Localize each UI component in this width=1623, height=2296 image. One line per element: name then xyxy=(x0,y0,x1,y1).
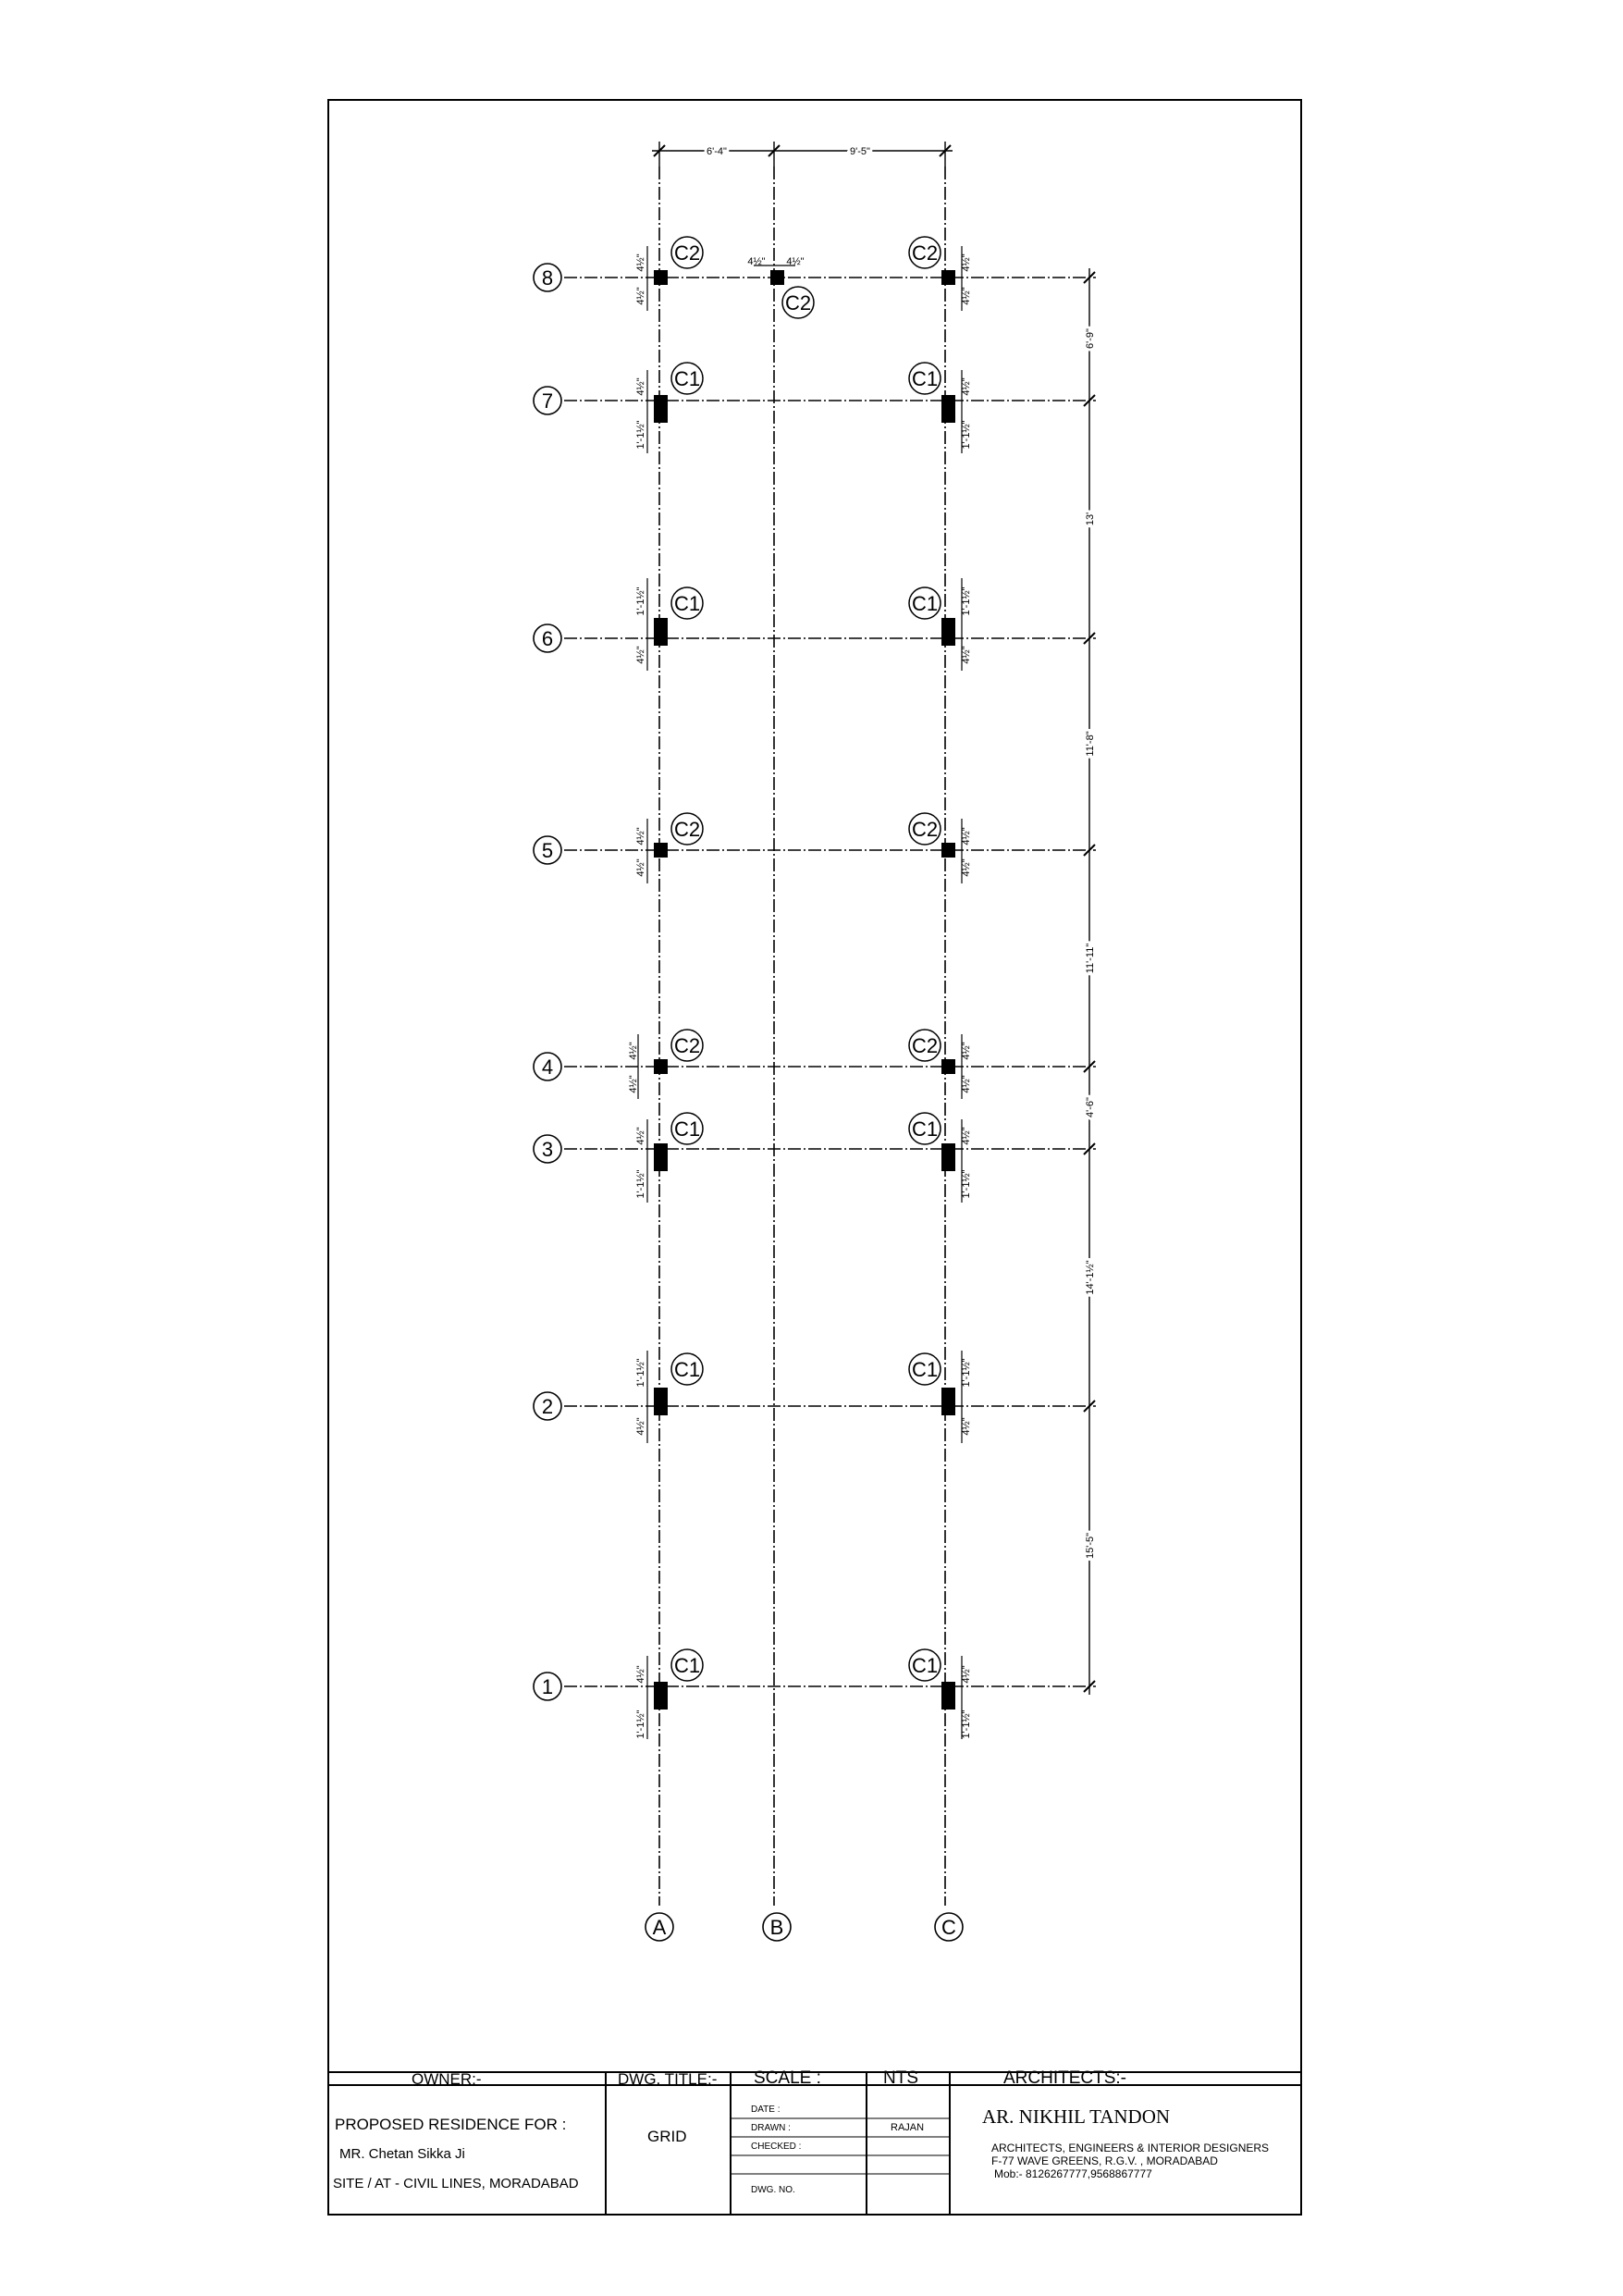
dwg-no-label: DWG. NO. xyxy=(751,2185,795,2195)
offset-8C-bot: 4½" xyxy=(961,287,972,305)
offset-5A-top: 4½" xyxy=(635,827,646,846)
site-address: SITE / AT - CIVIL LINES, MORADABAD xyxy=(333,2176,579,2191)
offset-8C-top: 4½" xyxy=(961,253,972,272)
offset-6C-bot: 4½" xyxy=(961,646,972,664)
sheet-border xyxy=(328,100,1301,2215)
tag-3C: C1 xyxy=(911,1117,939,1141)
offset-3A-bot: 1'-1½" xyxy=(635,1169,646,1199)
column-2C xyxy=(941,1388,955,1415)
firm-line-2: F-77 WAVE GREENS, R.G.V. , MORADABAD xyxy=(991,2154,1218,2167)
vertical-grid-lines xyxy=(659,167,945,1906)
column-7C xyxy=(941,395,955,423)
tag-4A: C2 xyxy=(673,1034,701,1057)
dim-4-3: 4'-6" xyxy=(1085,1097,1096,1117)
offset-4A-bot: 4½" xyxy=(628,1075,639,1093)
offset-8A-bot: 4½" xyxy=(635,287,646,305)
offset-6C-top: 1'-1½" xyxy=(961,586,972,616)
proposed-residence-text: PROPOSED RESIDENCE FOR : xyxy=(335,2116,567,2133)
column-8A xyxy=(654,270,668,285)
dwg-title-label: DWG. TITLE:- xyxy=(618,2070,718,2088)
column-tag-bubbles xyxy=(671,237,941,1681)
horizontal-grid-lines xyxy=(564,278,1096,1686)
offset-8B-right: 4½" xyxy=(786,256,805,267)
top-dimension-labels xyxy=(707,146,870,157)
dim-2-1: 15'-5" xyxy=(1085,1532,1096,1560)
tag-8A: C2 xyxy=(673,241,701,265)
col-label-C: C xyxy=(941,1916,956,1939)
column-5C xyxy=(941,843,955,858)
row-label-2: 2 xyxy=(541,1395,554,1418)
column-4A xyxy=(654,1059,668,1074)
drawn-value: RAJAN xyxy=(891,2122,925,2133)
firm-line-1: ARCHITECTS, ENGINEERS & INTERIOR DESIGNERS xyxy=(991,2142,1270,2154)
offset-4C-bot: 4½" xyxy=(961,1075,972,1093)
offset-2C-top: 1'-1½" xyxy=(961,1358,972,1388)
column-tag-labels xyxy=(674,241,938,1677)
offset-1C-bot: 1'-1½" xyxy=(961,1710,972,1739)
tag-5C: C2 xyxy=(911,818,939,841)
tag-1C: C1 xyxy=(911,1654,939,1677)
date-label: DATE : xyxy=(751,2105,781,2115)
column-3C xyxy=(941,1143,955,1171)
tag-7C: C1 xyxy=(911,367,939,390)
scale-label: SCALE : xyxy=(754,2068,821,2088)
offset-6A-top: 1'-1½" xyxy=(635,586,646,616)
owner-name: MR. Chetan Sikka Ji xyxy=(339,2146,465,2162)
architect-name: AR. NIKHIL TANDON xyxy=(982,2105,1171,2128)
col-label-B: B xyxy=(769,1916,784,1939)
column-8C xyxy=(941,270,955,285)
offset-3C-bot: 1'-1½" xyxy=(961,1169,972,1199)
top-dimension xyxy=(652,142,953,167)
column-1C xyxy=(941,1682,955,1710)
offset-3C-top: 4½" xyxy=(961,1127,972,1145)
col-label-A: A xyxy=(652,1916,667,1939)
offset-5C-bot: 4½" xyxy=(961,858,972,877)
tag-8B: C2 xyxy=(784,291,812,315)
offset-dimension-ticks xyxy=(638,246,962,1739)
offset-8B-left: 4½" xyxy=(747,256,766,267)
tag-6C: C1 xyxy=(911,592,939,615)
row-label-4: 4 xyxy=(541,1055,554,1079)
row-bubble-labels xyxy=(542,266,553,1698)
column-bubbles xyxy=(646,1913,963,1941)
dim-6-5: 11'-8" xyxy=(1085,731,1096,757)
column-5A xyxy=(654,843,668,858)
dim-A-B: 6'-4" xyxy=(707,146,727,157)
column-6C xyxy=(941,618,955,646)
column-2A xyxy=(654,1388,668,1415)
column-3A xyxy=(654,1143,668,1171)
offset-2A-top: 1'-1½" xyxy=(635,1358,646,1388)
offset-dimension-labels xyxy=(628,253,972,1738)
offset-5C-top: 4½" xyxy=(961,827,972,846)
owner-label: OWNER:- xyxy=(412,2070,482,2088)
dim-B-C: 9'-5" xyxy=(850,146,870,157)
row-label-5: 5 xyxy=(541,839,554,862)
offset-1C-top: 4½" xyxy=(961,1665,972,1684)
dim-5-4: 11'-11" xyxy=(1085,943,1096,974)
right-dimension xyxy=(1084,268,1095,1695)
drawn-label: DRAWN : xyxy=(751,2123,791,2133)
offset-7A-bot: 1'-1½" xyxy=(635,420,646,450)
tag-2C: C1 xyxy=(911,1358,939,1381)
checked-label: CHECKED : xyxy=(751,2142,802,2152)
firm-line-3: Mob:- 8126267777,9568867777 xyxy=(994,2167,1152,2180)
offset-7A-top: 4½" xyxy=(635,377,646,396)
offset-7C-top: 4½" xyxy=(961,377,972,396)
offset-2C-bot: 4½" xyxy=(961,1417,972,1436)
offset-2A-bot: 4½" xyxy=(635,1417,646,1436)
drawing-title: GRID xyxy=(647,2128,687,2145)
tag-5A: C2 xyxy=(673,818,701,841)
row-label-7: 7 xyxy=(541,389,554,413)
column-7A xyxy=(654,395,668,423)
column-bubble-labels xyxy=(653,1916,956,1939)
row-bubbles xyxy=(534,264,561,1700)
offset-1A-bot: 1'-1½" xyxy=(635,1710,646,1739)
tag-8C: C2 xyxy=(911,241,939,265)
dim-7-6: 13' xyxy=(1085,512,1096,526)
tag-4C: C2 xyxy=(911,1034,939,1057)
tag-7A: C1 xyxy=(673,367,701,390)
offset-5A-bot: 4½" xyxy=(635,858,646,877)
tag-3A: C1 xyxy=(673,1117,701,1141)
scale-value: NTS xyxy=(883,2068,918,2088)
row-label-3: 3 xyxy=(541,1138,554,1161)
dim-3-2: 14'-1½" xyxy=(1085,1260,1096,1295)
offset-7C-bot: 1'-1½" xyxy=(961,420,972,450)
row-label-8: 8 xyxy=(541,266,554,290)
offset-6A-bot: 4½" xyxy=(635,646,646,664)
right-dimension-labels xyxy=(1085,328,1096,1559)
architects-label: ARCHITECTS:- xyxy=(1003,2068,1126,2088)
tag-1A: C1 xyxy=(673,1654,701,1677)
offset-4C-top: 4½" xyxy=(961,1042,972,1060)
column-1A xyxy=(654,1682,668,1710)
offset-4A-top: 4½" xyxy=(628,1042,639,1060)
column-6A xyxy=(654,618,668,646)
dim-8-7: 6'-9" xyxy=(1085,328,1096,349)
row-label-6: 6 xyxy=(541,627,554,650)
row-label-1: 1 xyxy=(541,1675,554,1698)
column-4C xyxy=(941,1059,955,1074)
columns xyxy=(654,270,955,1710)
tag-6A: C1 xyxy=(673,592,701,615)
offset-8A-top: 4½" xyxy=(635,253,646,272)
offset-3A-top: 4½" xyxy=(635,1127,646,1145)
offset-1A-top: 4½" xyxy=(635,1665,646,1684)
tag-2A: C1 xyxy=(673,1358,701,1381)
column-8B xyxy=(770,270,784,285)
